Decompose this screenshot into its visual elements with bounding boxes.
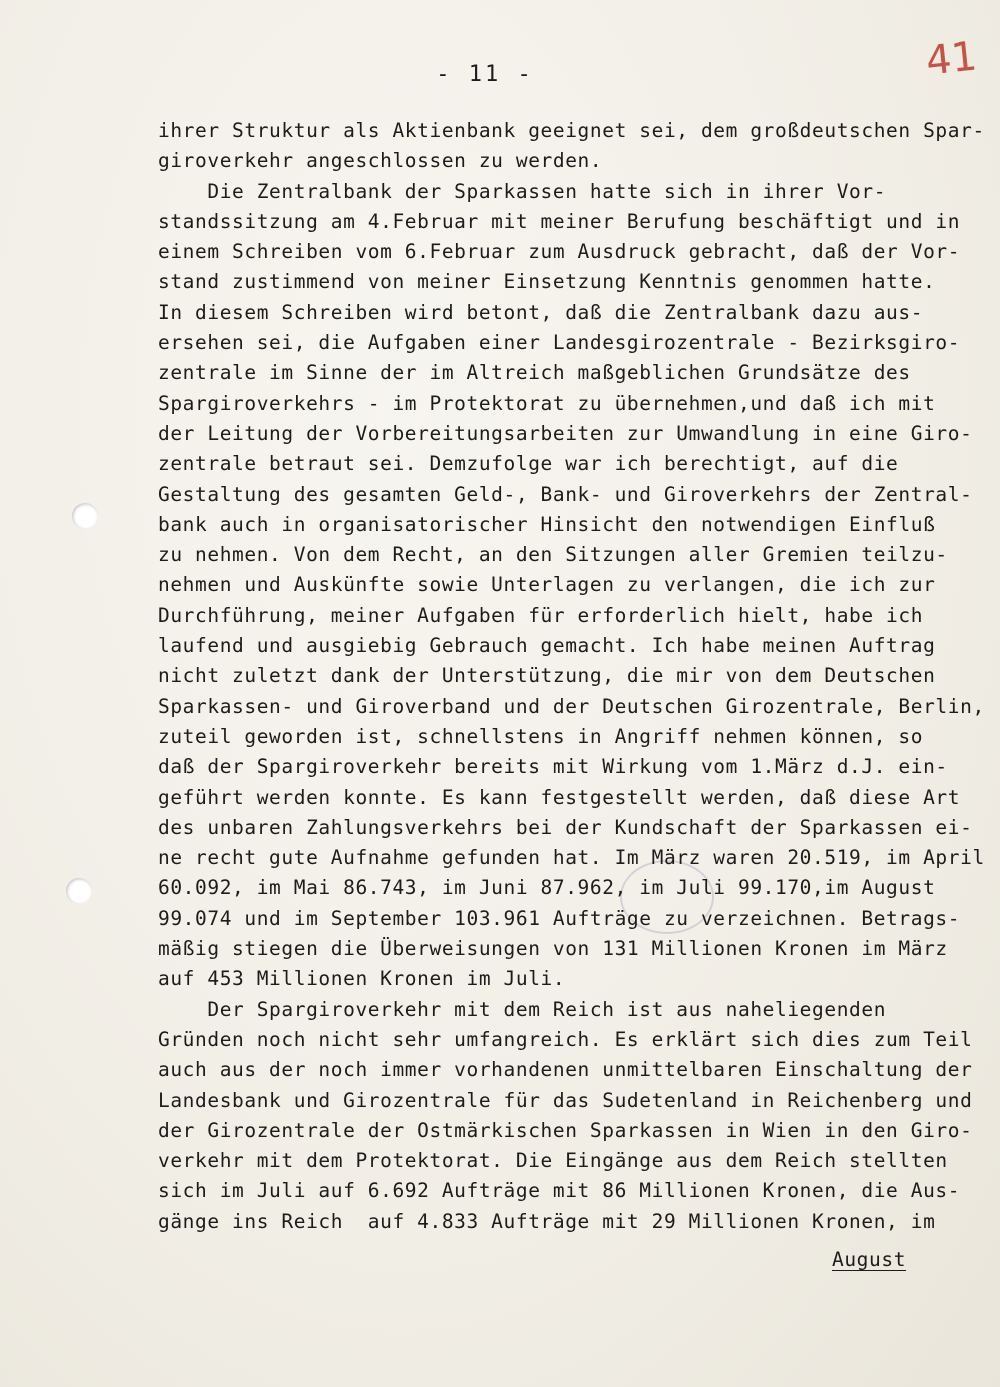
text-line: Durchführung, meiner Aufgaben für erforderlich hielt, habe ich xyxy=(158,603,924,627)
text-line: ersehen sei, die Aufgaben einer Landesgirozentrale - Bezirksgiro- xyxy=(158,331,961,355)
text-line: Gestaltung des gesamten Geld-, Bank- und Giroverkehrs der Zentral- xyxy=(158,482,973,506)
text-line: 99.074 und im September 103.961 Aufträge zu verzeichnen. Betrags- xyxy=(158,906,961,930)
text-line: gänge ins Reich auf 4.833 Aufträge mit 29 Millionen Kronen, im xyxy=(158,1209,936,1233)
text-line: laufend und ausgiebig Gebrauch gemacht. Ich habe meinen Auftrag xyxy=(158,634,936,658)
text-line: daß der Spargiroverkehr bereits mit Wirkung vom 1.März d.J. ein- xyxy=(158,755,948,779)
punch-hole-lower xyxy=(66,878,92,904)
text-line: stand zustimmend von meiner Einsetzung Kenntnis genommen hatte. xyxy=(158,270,936,294)
text-line: ne recht gute Aufnahme gefunden hat. Im März waren 20.519, im April xyxy=(158,846,985,870)
text-line: zuteil geworden ist, schnellstens in Angriff nehmen können, so xyxy=(158,724,924,748)
text-line: ihrer Struktur als Aktienbank geeignet sei, dem großdeutschen Spar- xyxy=(158,119,985,142)
text-line: mäßig stiegen die Überweisungen von 131 Millionen Kronen im März xyxy=(158,937,948,961)
text-line: auf 453 Millionen Kronen im Juli. xyxy=(158,967,566,991)
text-line: des unbaren Zahlungsverkehrs bei der Kundschaft der Sparkassen ei- xyxy=(158,815,973,839)
text-line: standssitzung am 4.Februar mit meiner Berufung beschäftigt und in xyxy=(158,209,961,233)
text-line: nicht zuletzt dank der Unterstützung, die mir von dem Deutschen xyxy=(158,664,936,688)
text-line: geführt werden konnte. Es kann festgestellt werden, daß diese Art xyxy=(158,785,961,809)
body-text xyxy=(158,116,985,1237)
text-line: Gründen noch nicht sehr umfangreich. Es erklärt sich dies zum Teil xyxy=(158,1027,973,1051)
text-line: zentrale im Sinne der im Altreich maßgeblichen Grundsätze des xyxy=(158,361,911,385)
text-line: der Leitung der Vorbereitungsarbeiten zur Umwandlung in eine Giro- xyxy=(158,421,973,445)
page-number: - 11 - xyxy=(436,62,534,87)
text-line: Der Spargiroverkehr mit dem Reich ist aus naheliegenden xyxy=(158,997,887,1021)
catchword: August xyxy=(832,1248,907,1271)
text-line: zentrale betraut sei. Demzufolge war ich berechtigt, auf die xyxy=(158,452,899,476)
text-line: In diesem Schreiben wird betont, daß die Zentralbank dazu aus- xyxy=(158,300,924,324)
text-line: nehmen und Auskünfte sowie Unterlagen zu verlangen, die ich zur xyxy=(158,573,936,597)
text-line: Landesbank und Girozentrale für das Sudetenland in Reichenberg und xyxy=(158,1088,973,1112)
text-line: Spargiroverkehrs - im Protektorat zu übernehmen,und daß ich mit xyxy=(158,391,936,415)
text-line: Die Zentralbank der Sparkassen hatte sich in ihrer Vor- xyxy=(158,179,887,203)
text-line: giroverkehr angeschlossen zu werden. xyxy=(158,149,603,173)
text-line: einem Schreiben vom 6.Februar zum Ausdruck gebracht, daß der Vor- xyxy=(158,240,961,264)
text-line: sich im Juli auf 6.692 Aufträge mit 86 Millionen Kronen, die Aus- xyxy=(158,1179,961,1203)
text-line: verkehr mit dem Protektorat. Die Eingänge aus dem Reich stellten xyxy=(158,1149,948,1173)
text-line: der Girozentrale der Ostmärkischen Sparkassen in Wien in den Giro- xyxy=(158,1118,973,1142)
handwritten-folio-number: 41 xyxy=(923,33,980,85)
text-line: 60.092, im Mai 86.743, im Juni 87.962, im Juli 99.170,im August xyxy=(158,876,936,900)
punch-hole-upper xyxy=(72,503,98,529)
text-line: auch aus der noch immer vorhandenen unmittelbaren Einschaltung der xyxy=(158,1058,973,1082)
text-line: zu nehmen. Von dem Recht, an den Sitzungen aller Gremien teilzu- xyxy=(158,543,948,567)
text-line: bank auch in organisatorischer Hinsicht den notwendigen Einfluß xyxy=(158,512,936,536)
text-line: Sparkassen- und Giroverband und der Deutschen Girozentrale, Berlin, xyxy=(158,694,985,718)
